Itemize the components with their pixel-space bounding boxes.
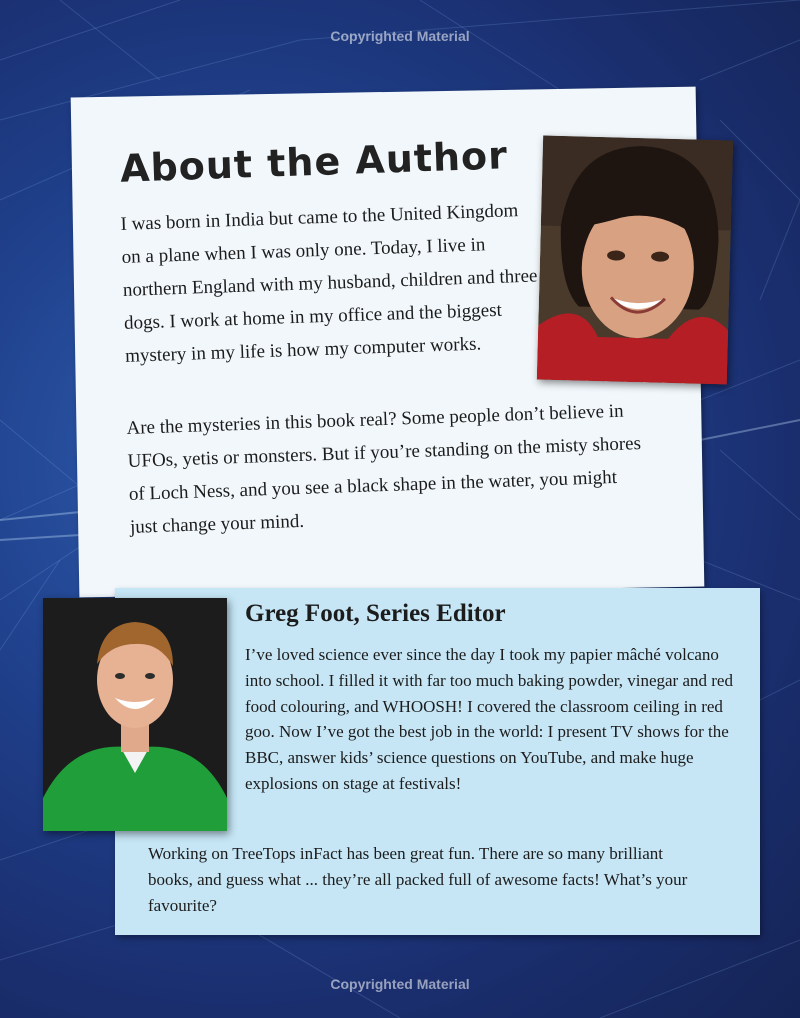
editor-photo <box>43 598 227 831</box>
watermark-bottom: Copyrighted Material <box>330 976 470 992</box>
author-paragraph-2-text: Are the mysteries in this book real? Some people don’t believe in UFOs, yetis or monsters. But if you’re standing on the misty shores of Loch Ness, and you see a black shape in the water, you might just change your mind. <box>126 400 642 538</box>
author-title: About the Author <box>119 133 509 191</box>
editor-paragraph-2 <box>148 841 708 918</box>
watermark-top: Copyrighted Material <box>330 28 470 44</box>
editor-paragraph-1 <box>245 642 745 797</box>
author-paragraph-1-text: I was born in India but came to the United Kingdom on a plane when I was only one. Today, I live in northern England with my husband, children and three dogs. I work at home in my office and the biggest mystery in my life is how my computer works. <box>120 200 538 367</box>
author-paragraph-2 <box>126 394 650 544</box>
editor-paragraph-1-text: I’ve loved science ever since the day I took my papier mâché volcano into school. I filled it with far too much baking powder, vinegar and red food colouring, and WHOOSH! I covered the classroom ceiling in red goo. Now I’ve got the best job in the world: I present TV shows for the BBC, answer kids’ science questions on YouTube, and make huge explosions on stage at festivals! <box>245 645 733 793</box>
editor-paragraph-2-text: Working on TreeTops inFact has been great fun. There are so many brilliant books, and guess what ... they’re all packed full of awesome facts! What’s your favourite? <box>148 844 688 915</box>
author-paragraph-1 <box>120 193 546 373</box>
author-photo <box>537 136 733 385</box>
editor-title: Greg Foot, Series Editor <box>245 600 506 627</box>
